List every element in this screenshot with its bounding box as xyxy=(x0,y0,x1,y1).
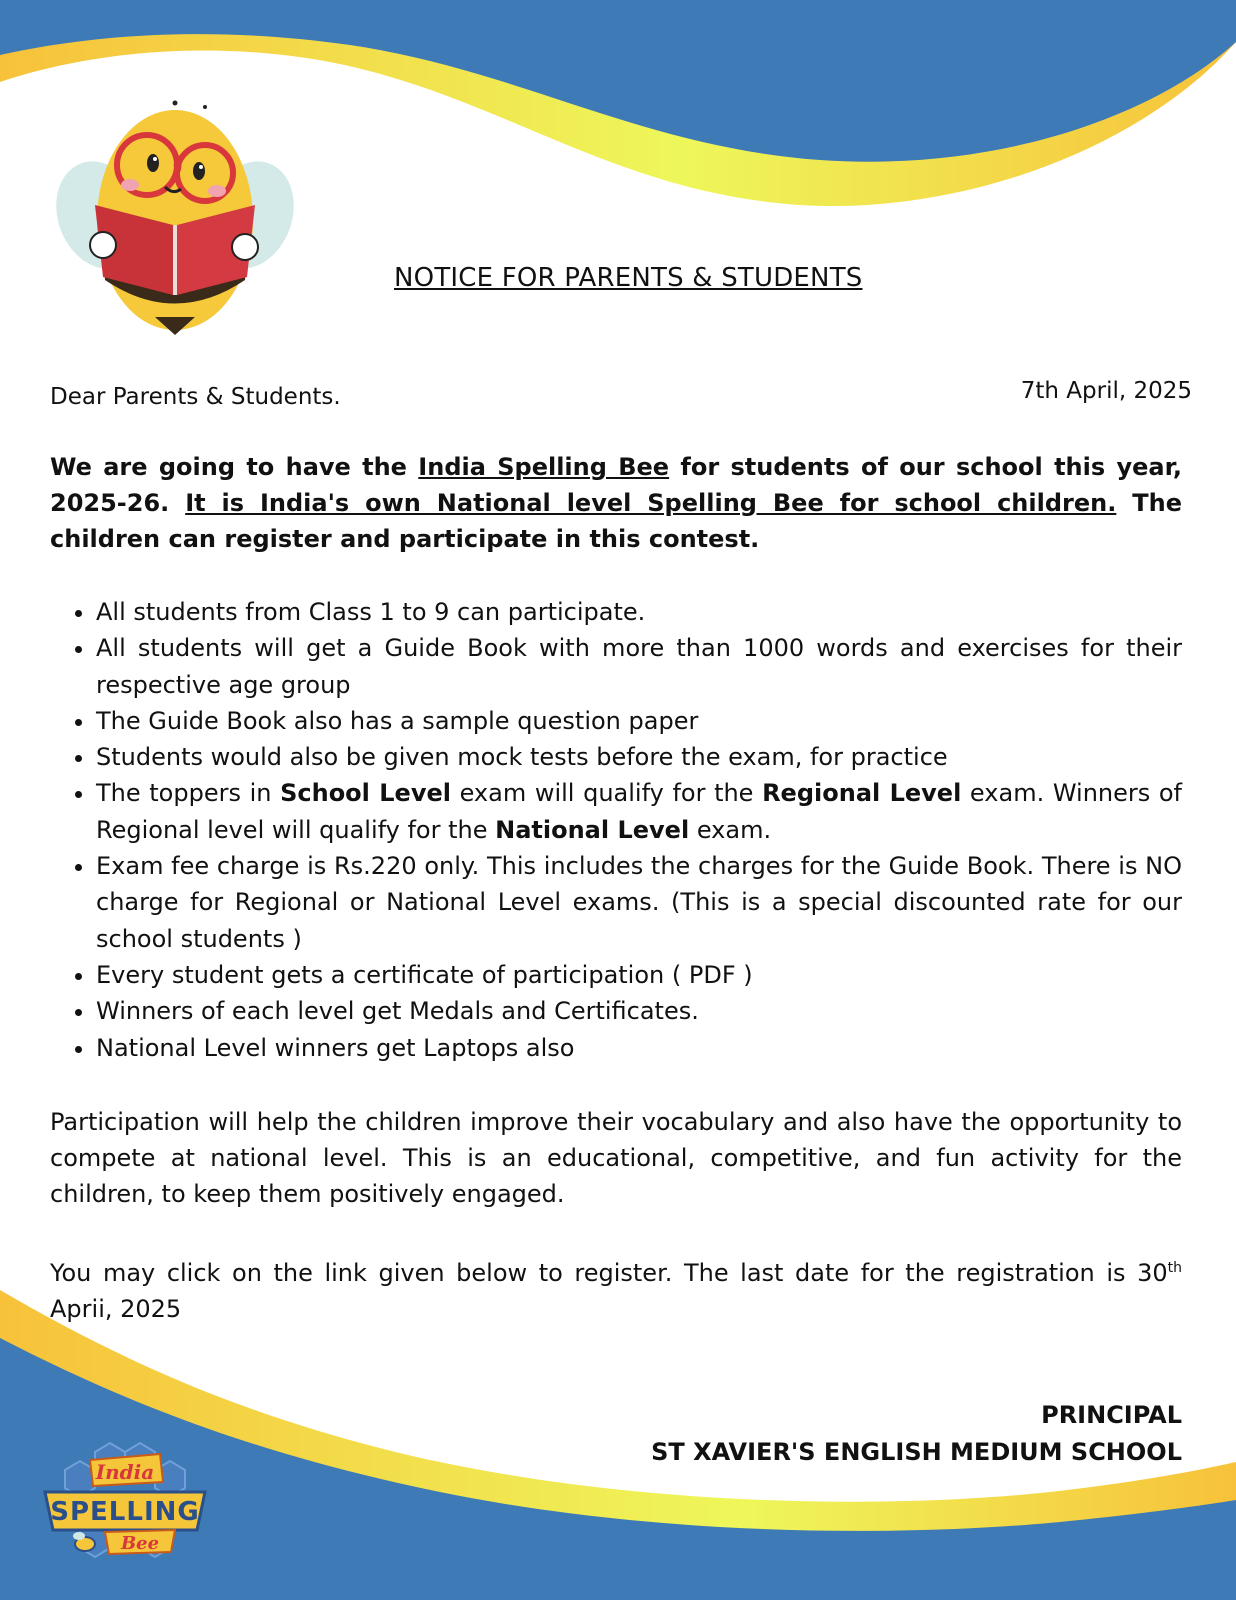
registration-text: You may click on the link given below to register. The last date for the registration is 30 xyxy=(50,1259,1168,1287)
bee-reading-book-icon xyxy=(55,95,295,340)
regional-level-label: Regional Level xyxy=(762,779,962,808)
list-item-text: exam. Winners of Regional level will qualify for the xyxy=(96,779,1183,844)
notice-title: NOTICE FOR PARENTS & STUDENTS xyxy=(394,263,863,293)
india-spelling-bee-link[interactable]: India Spelling Bee xyxy=(418,453,670,481)
signature-block xyxy=(651,1397,1182,1471)
signature-school: ST XAVIER'S ENGLISH MEDIUM SCHOOL xyxy=(651,1438,1182,1466)
list-item: • Exam fee charge is Rs.220 only. This includes the charges for the Guide Book. There is NO charge for Regional or National Level exams. (This is a special discounted rate for our school students ) xyxy=(96,848,1182,957)
intro-paragraph xyxy=(50,449,1182,557)
list-item-text: exam. xyxy=(689,815,772,844)
list-item-text: The toppers in xyxy=(96,779,281,808)
info-bullet-list xyxy=(50,594,1182,1066)
signature-role: PRINCIPAL xyxy=(1041,1401,1182,1429)
list-item: • The Guide Book also has a sample question paper xyxy=(96,703,1182,739)
intro-text: We are going to have the xyxy=(50,453,419,481)
notice-date: 7th April, 2025 xyxy=(1020,378,1192,404)
intro-text: for students of our school this year, 2025-26. xyxy=(50,453,1182,517)
list-item-text: exam will qualify for the xyxy=(450,779,763,808)
logo-india-text: India xyxy=(95,1460,155,1484)
intro-underlined-statement: It is India's own National level Spelling Bee for school children. xyxy=(185,489,1117,517)
india-spelling-bee-logo xyxy=(35,1440,215,1565)
list-item: • Every student gets a certificate of participation ( PDF ) xyxy=(96,957,1182,993)
list-item: • National Level winners get Laptops also xyxy=(96,1030,1182,1066)
registration-paragraph xyxy=(50,1250,1182,1327)
school-level-label: School Level xyxy=(280,779,451,808)
list-item: • Students would also be given mock tests before the exam, for practice xyxy=(96,739,1182,775)
national-level-label: National Level xyxy=(495,815,690,844)
date-ordinal-suffix: th xyxy=(1167,1260,1182,1276)
logo-bee-text: Bee xyxy=(120,1533,160,1554)
salutation: Dear Parents & Students. xyxy=(50,384,341,410)
registration-deadline: Aprii, 2025 xyxy=(50,1295,182,1323)
list-item: • All students from Class 1 to 9 can participate. xyxy=(96,594,1182,630)
list-item xyxy=(96,775,1182,848)
list-item: • Winners of each level get Medals and Certificates. xyxy=(96,993,1182,1029)
intro-text: The children can register and participate in this contest. xyxy=(50,489,1182,553)
benefit-paragraph: Participation will help the children improve their vocabulary and also have the opportunity to compete at national level. This is an educational, competitive, and fun activity for the children, to keep them positively engaged. xyxy=(50,1108,1182,1208)
list-item: • All students will get a Guide Book with more than 1000 words and exercises for their respective age group xyxy=(96,630,1182,703)
logo-spelling-text: SPELLING xyxy=(50,1497,200,1527)
